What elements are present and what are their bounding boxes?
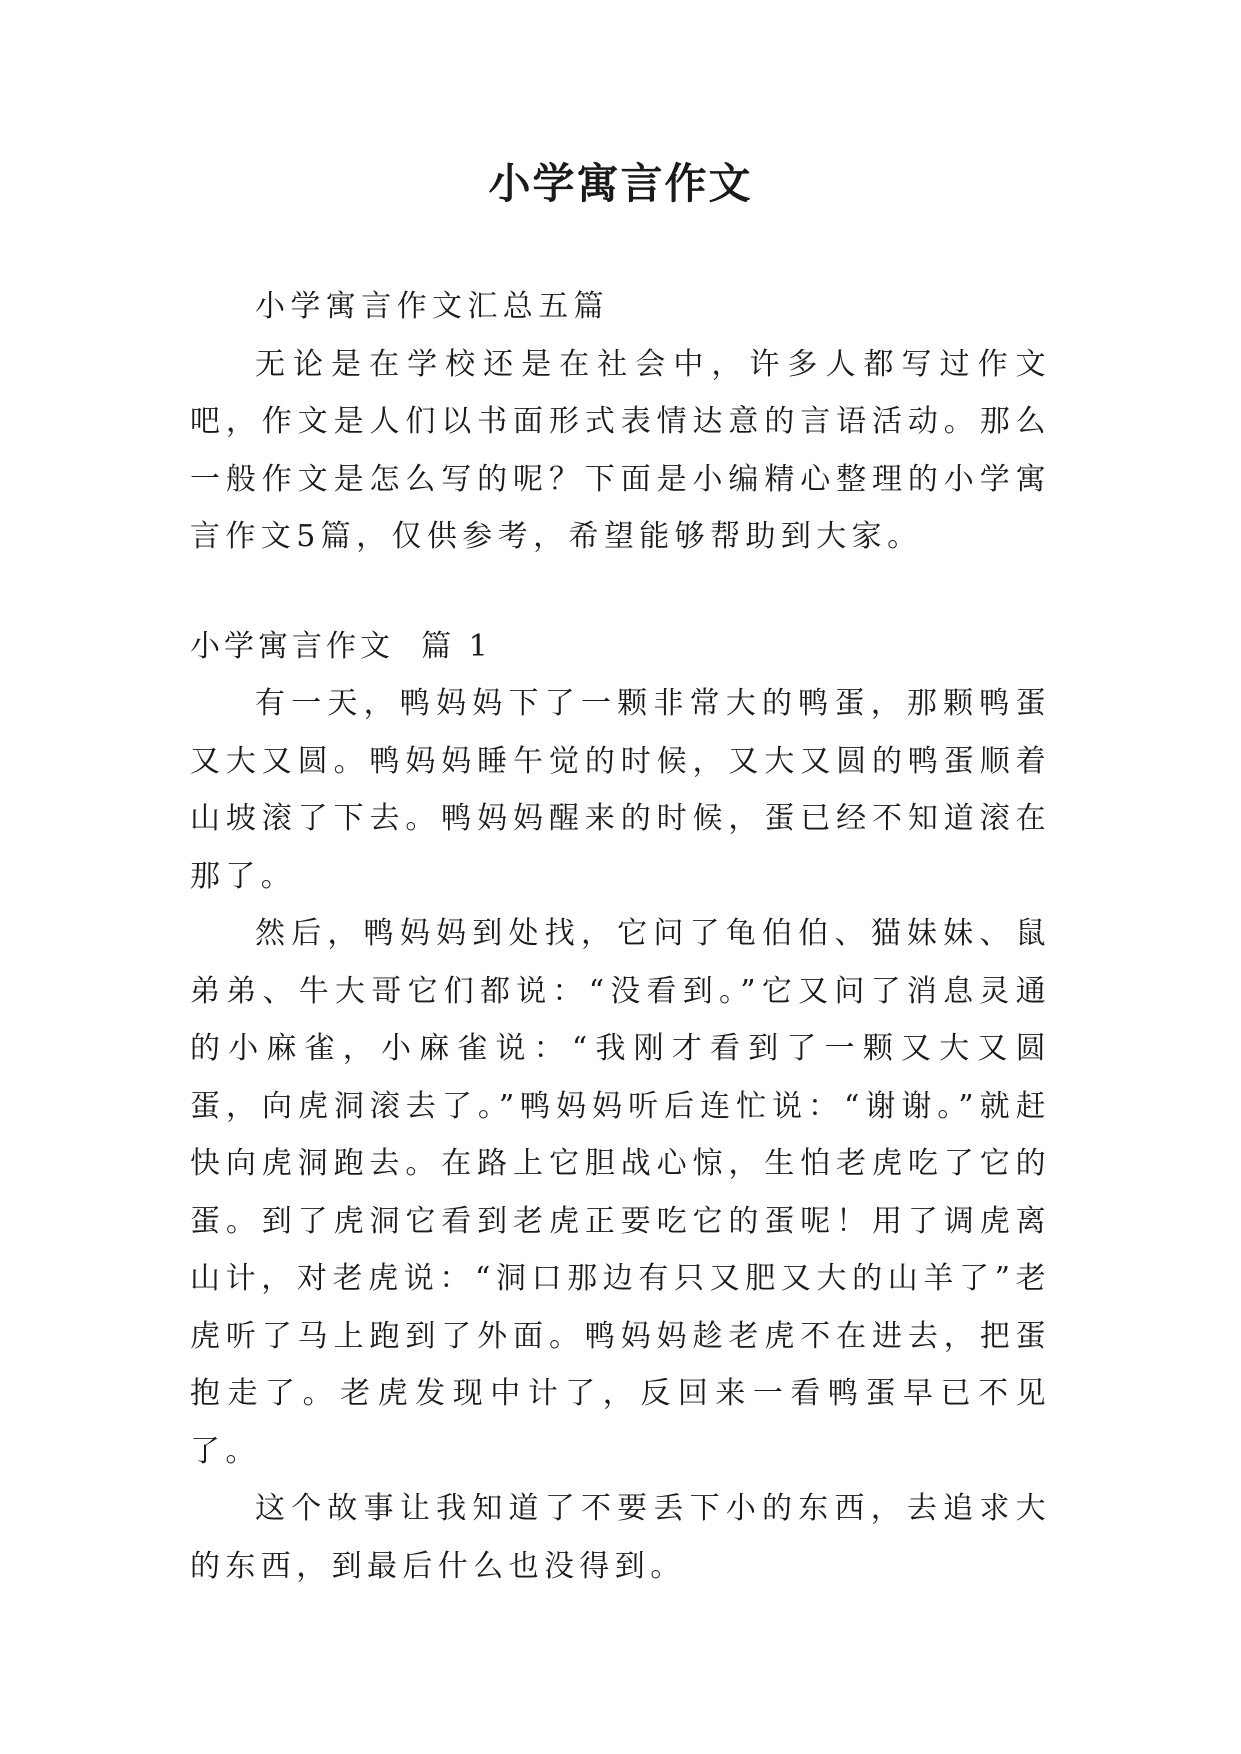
intro-paragraph: 无论是在学校还是在社会中，许多人都写过作文吧，作文是人们以书面形式表情达意的言语活动。那么一般作文是怎么写的呢？下面是小编精心整理的小学寓言作文5篇，仅供参考，希望能够帮助到大家。 bbox=[190, 346, 1051, 554]
document-title: 小学寓言作文 bbox=[488, 159, 753, 208]
section-heading: 小学寓言作文 篇 1 bbox=[190, 628, 492, 664]
document-subtitle: 小学寓言作文汇总五篇 bbox=[255, 289, 609, 324]
story-paragraph-1: 有一天，鸭妈妈下了一颗非常大的鸭蛋，那颗鸭蛋又大又圆。鸭妈妈睡午觉的时候，又大又圆的鸭蛋顺着山坡滚了下去。鸭妈妈醒来的时候，蛋已经不知道滚在那了。 bbox=[190, 686, 1051, 894]
story-paragraph-2: 然后，鸭妈妈到处找，它问了龟伯伯、猫妹妹、鼠弟弟、牛大哥它们都说：“没看到。”它又问了消息灵通的小麻雀，小麻雀说：“我刚才看到了一颗又大又圆蛋，向虎洞滚去了。”鸭妈妈听后连忙说：“谢谢。”就赶快向虎洞跑去。在路上它胆战心惊，生怕老虎吃了它的蛋。到了虎洞它看到老虎正要吃它的蛋呢！用了调虎离山计，对老虎说：“洞口那边有只又肥又大的山羊了”老虎听了马上跑到了外面。鸭妈妈趁老虎不在进去，把蛋抱走了。老虎发现中计了，反回来一看鸭蛋早已不见了。 bbox=[190, 916, 1051, 1469]
document-body bbox=[190, 278, 1051, 1595]
story-paragraph-3: 这个故事让我知道了不要丢下小的东西，去追求大的东西，到最后什么也没得到。 bbox=[190, 1491, 1051, 1584]
